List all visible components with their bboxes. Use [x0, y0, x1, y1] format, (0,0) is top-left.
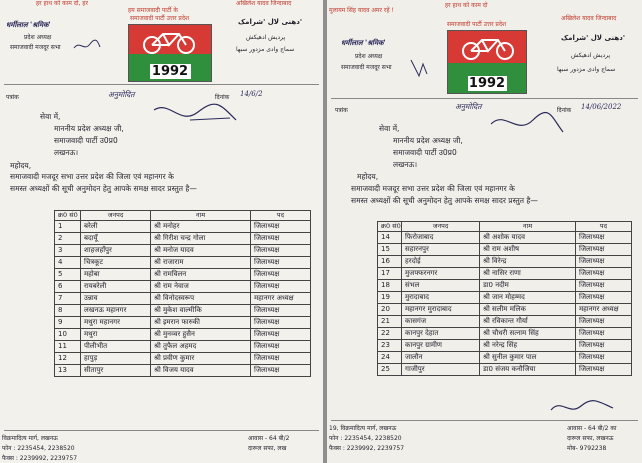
table-row: [378, 268, 632, 280]
addressee-line-4: लखनऊ।: [54, 148, 79, 157]
cell-serial: 20: [378, 304, 402, 316]
cell-post: जिलाध्यक्ष: [251, 257, 311, 269]
party-logo: [447, 30, 527, 94]
cell-name: श्री मुकेश वाल्मीकि: [151, 305, 251, 317]
cell-post: जिलाध्यक्ष: [576, 232, 632, 244]
cell-post: जिलाध्यक्ष: [251, 245, 311, 257]
date-handwritten: 14/06/2022: [581, 103, 622, 111]
cell-serial: 25: [378, 364, 402, 376]
cell-name: श्री नासिर राणा: [480, 268, 576, 280]
table-row: [378, 340, 632, 352]
cell-district: रायबरेली: [81, 281, 151, 293]
cell-post: जिलाध्यक्ष: [576, 268, 632, 280]
table-header-row: [55, 211, 311, 221]
handwritten-approval: अनुमोदित: [455, 102, 482, 111]
cell-name: श्री राजाराम: [151, 257, 251, 269]
table-row: [378, 352, 632, 364]
cell-name: श्री गिरीश चन्द्र गोला: [151, 233, 251, 245]
cell-name: श्री जान मोहम्मद: [480, 292, 576, 304]
cell-post: जिलाध्यक्ष: [576, 340, 632, 352]
logo-year: 1992: [468, 76, 506, 91]
header-center: समाजवादी पार्टी उत्तर प्रदेश: [447, 21, 507, 28]
cell-serial: 18: [378, 280, 402, 292]
addressee-line-3: समाजवादी पार्टी उ0प्र0: [54, 136, 118, 145]
cell-district: गाजीपुर: [402, 364, 480, 376]
body-line-1: समाजवादी मजदूर सभा उत्तर प्रदेश की जिला एवं महानगर के: [10, 172, 174, 181]
header-center: समाजवादी पार्टी उत्तर प्रदेश: [130, 15, 190, 22]
top-slogan-center: हर हाथ को काम दो: [445, 2, 488, 9]
col-header-district: जनपद: [402, 222, 480, 232]
approval-signature-icon: [150, 100, 240, 130]
footer-phone: फोन : 2235454, 2238520: [2, 445, 75, 452]
cell-serial: 19: [378, 292, 402, 304]
cell-post: जिलाध्यक्ष: [576, 244, 632, 256]
footer-mobile: मोब- 9792238: [567, 445, 607, 452]
table-row: [55, 233, 311, 245]
addressee-line-1: सेवा में,: [379, 124, 400, 133]
cell-name: श्री तुफैल अहमद: [151, 341, 251, 353]
table-row: [378, 304, 632, 316]
footer-residence: आवास - 64 बी/2 का: [567, 425, 617, 432]
cell-district: पीलीभीत: [81, 341, 151, 353]
header-signature-icon: [72, 38, 102, 52]
addressee-line-2: माननीय प्रदेश अध्यक्ष जी,: [54, 124, 124, 133]
district-president-table: [377, 221, 632, 376]
date-label: दिनांक: [215, 94, 230, 101]
cell-district: सीतापुर: [81, 365, 151, 377]
col-header-serial: क्र0 सं0: [55, 211, 81, 221]
footer-divider: [4, 430, 319, 431]
cell-name: श्री प्रवीण कुमार: [151, 353, 251, 365]
footer-phone: फोन : 2235454, 2238520: [329, 435, 402, 442]
cell-name: डा0 नदीम: [480, 280, 576, 292]
approval-signature-icon: [487, 110, 567, 140]
cell-serial: 5: [55, 269, 81, 281]
table-row: [55, 257, 311, 269]
president-title: प्रदेश अध्यक्ष: [24, 34, 52, 41]
org-name: समाजवादी मजदूर सभा: [341, 64, 392, 71]
table-row: [378, 292, 632, 304]
cell-serial: 22: [378, 328, 402, 340]
table-row: [55, 317, 311, 329]
cell-serial: 7: [55, 293, 81, 305]
cell-serial: 3: [55, 245, 81, 257]
cell-district: मुरादाबाद: [402, 292, 480, 304]
table-row: [55, 245, 311, 257]
cell-post: जिलाध्यक्ष: [251, 269, 311, 281]
table-row: [378, 244, 632, 256]
cell-district: संभल: [402, 280, 480, 292]
cell-serial: 6: [55, 281, 81, 293]
cell-serial: 15: [378, 244, 402, 256]
top-slogan-left: हर हाथ को काम दो, हर: [36, 0, 88, 7]
bicycle-icon: [141, 29, 197, 55]
salutation: महोदय,: [10, 161, 32, 170]
ref-label: पत्रांक: [335, 107, 348, 114]
cell-name: श्री मुनव्वर हुसैन: [151, 329, 251, 341]
cell-post: जिलाध्यक्ष: [251, 281, 311, 293]
table-body: [378, 232, 632, 376]
cell-name: श्री मनोहर: [151, 221, 251, 233]
letter-page-right: [327, 0, 642, 463]
table-row: [55, 293, 311, 305]
footer-fax: फैक्स : 2239992, 2239757: [2, 455, 78, 462]
closing-signature-icon: [547, 396, 617, 418]
table-row: [55, 341, 311, 353]
urdu-title: پردیش ادھیکش: [246, 34, 286, 41]
cell-district: चित्रकूट: [81, 257, 151, 269]
urdu-name: دھنی لال 'شرامک': [561, 34, 625, 42]
footer-address: 19, विक्रमादित्य मार्ग, लखनऊ: [329, 425, 397, 432]
cell-post: जिलाध्यक्ष: [251, 329, 311, 341]
cell-serial: 2: [55, 233, 81, 245]
cell-name: श्री विजय यादव: [151, 365, 251, 377]
urdu-org: سماج وادی مزدور سبھا: [557, 66, 616, 73]
date-handwritten: 14/6/2: [240, 90, 263, 98]
salutation: महोदय,: [357, 172, 379, 181]
cell-serial: 12: [55, 353, 81, 365]
cell-district: लखनऊ महानगर: [81, 305, 151, 317]
cell-name: श्री रामविलन: [151, 269, 251, 281]
district-president-table: [54, 210, 311, 377]
cell-serial: 4: [55, 257, 81, 269]
cell-name: श्री रविकान्त गौर्या: [480, 316, 576, 328]
cell-name: श्री चौधरी सत्नाम सिंह: [480, 328, 576, 340]
table-row: [378, 316, 632, 328]
cell-district: जालौन: [402, 352, 480, 364]
col-header-post: पद: [576, 222, 632, 232]
table-row: [378, 256, 632, 268]
table-row: [55, 269, 311, 281]
cell-post: जिलाध्यक्ष: [576, 328, 632, 340]
cell-district: कानपुर देहात: [402, 328, 480, 340]
cell-serial: 24: [378, 352, 402, 364]
cell-serial: 21: [378, 316, 402, 328]
cell-name: श्री विरेन्द्र: [480, 256, 576, 268]
addressee-line-1: सेवा में,: [40, 112, 61, 121]
cell-post: जिलाध्यक्ष: [576, 316, 632, 328]
cell-district: हापुड़: [81, 353, 151, 365]
cell-post: जिलाध्यक्ष: [251, 305, 311, 317]
logo-year: 1992: [150, 64, 191, 79]
col-header-post: पद: [251, 211, 311, 221]
table-row: [55, 365, 311, 377]
footer-residence: आवास - 64 बी/2: [248, 435, 290, 442]
cell-serial: 10: [55, 329, 81, 341]
org-name: समाजवादी मजदूर सभा: [10, 44, 61, 51]
cell-district: हरदोई: [402, 256, 480, 268]
footer-divider: [331, 420, 638, 421]
table-row: [378, 232, 632, 244]
cell-name: श्री इमरान फारुकी: [151, 317, 251, 329]
cell-post: महानगर अध्यक्ष: [251, 293, 311, 305]
president-name: धर्मीलाल 'श्रमिक': [341, 38, 386, 47]
addressee-line-3: समाजवादी पार्टी उ0प्र0: [393, 148, 457, 157]
table-row: [55, 353, 311, 365]
urdu-name: دھنی لال 'شرامک': [238, 18, 302, 26]
cell-name: श्री राम नेवाज: [151, 281, 251, 293]
bicycle-icon: [460, 35, 516, 61]
cell-name: श्री नरेन्द्र सिंह: [480, 340, 576, 352]
cell-post: जिलाध्यक्ष: [251, 365, 311, 377]
cell-post: जिलाध्यक्ष: [576, 292, 632, 304]
cell-serial: 11: [55, 341, 81, 353]
cell-serial: 9: [55, 317, 81, 329]
cell-district: महोबा: [81, 269, 151, 281]
top-slogan-right: अखिलेश यादव जिन्दाबाद: [561, 15, 617, 22]
top-slogan-left: मुलायम सिंह यादव अमर रहें !: [329, 7, 394, 14]
top-slogan-center: हम समाजवादी पार्टी के: [128, 7, 178, 14]
cell-district: मथुरा: [81, 329, 151, 341]
addressee-line-2: माननीय प्रदेश अध्यक्ष जी,: [393, 136, 463, 145]
cell-district: कासगंज: [402, 316, 480, 328]
body-line-2: समस्त अध्यक्षों की सूची अनुमोदन हेतु आपके समक्ष सादर प्रस्तुत है—: [10, 184, 197, 193]
table-row: [55, 329, 311, 341]
cell-name: श्री मनोज यादव: [151, 245, 251, 257]
cell-post: जिलाध्यक्ष: [576, 364, 632, 376]
party-logo: [128, 24, 212, 82]
cell-district: फिरोजाबाद: [402, 232, 480, 244]
cell-post: जिलाध्यक्ष: [251, 341, 311, 353]
cell-name: श्री सलीम मलिक: [480, 304, 576, 316]
col-header-serial: क्र0 सं0: [378, 222, 402, 232]
cell-serial: 23: [378, 340, 402, 352]
cell-serial: 8: [55, 305, 81, 317]
cell-district: शाहजहाँपुर: [81, 245, 151, 257]
cell-district: बदायूँ: [81, 233, 151, 245]
cell-district: सहारनपुर: [402, 244, 480, 256]
cell-district: उन्नाव: [81, 293, 151, 305]
president-name: धर्मीलाल 'श्रमिक': [6, 20, 51, 29]
top-slogan-right: अखिलेश यादव जिन्दाबाद: [236, 0, 292, 7]
cell-serial: 13: [55, 365, 81, 377]
cell-serial: 1: [55, 221, 81, 233]
cell-post: जिलाध्यक्ष: [576, 352, 632, 364]
table-header-row: [378, 222, 632, 232]
cell-post: जिलाध्यक्ष: [576, 280, 632, 292]
body-line-1: समाजवादी मजदूर सभा उत्तर प्रदेश की जिला एवं महानगर के: [351, 184, 515, 193]
cell-serial: 14: [378, 232, 402, 244]
body-line-2: समस्त अध्यक्षों की सूची अनुमोदन हेतु आपके समक्ष सादर प्रस्तुत है—: [351, 196, 538, 205]
cell-name: श्री अशोक यादव: [480, 232, 576, 244]
date-label: दिनांक: [557, 107, 572, 114]
table-row: [55, 281, 311, 293]
table-row: [378, 328, 632, 340]
cell-post: जिलाध्यक्ष: [251, 233, 311, 245]
president-title: प्रदेश अध्यक्ष: [355, 53, 383, 60]
cell-name: श्री राम अशीष: [480, 244, 576, 256]
cell-name: श्री विनोदस्वरूप: [151, 293, 251, 305]
cell-serial: 16: [378, 256, 402, 268]
cell-district: महानगर मुरादाबाद: [402, 304, 480, 316]
footer-address: विक्रमादित्य मार्ग, लखनऊ: [2, 435, 58, 442]
header-divider: [4, 84, 319, 85]
table-row: [378, 280, 632, 292]
cell-post: महानगर अध्यक्ष: [576, 304, 632, 316]
col-header-name: नाम: [480, 222, 576, 232]
footer-office: दारूल सफा, लख: [248, 445, 287, 452]
header-signature-icon: [407, 58, 431, 80]
footer-office: दारूल सफा, लखनऊ: [567, 435, 614, 442]
table-row: [55, 305, 311, 317]
header-divider: [331, 98, 638, 99]
ref-label: पत्रांक: [6, 94, 19, 101]
cell-district: बरेली: [81, 221, 151, 233]
table-body: [55, 221, 311, 377]
handwritten-approval: अनुमोदित: [108, 90, 135, 99]
cell-district: कानपुर ग्रामीण: [402, 340, 480, 352]
table-row: [55, 221, 311, 233]
cell-name: श्री सुनील कुमार पाल: [480, 352, 576, 364]
cell-post: जिलाध्यक्ष: [576, 256, 632, 268]
footer-fax: फैक्स : 2239992, 2239757: [329, 445, 405, 452]
cell-district: मुजफ्फरनगर: [402, 268, 480, 280]
urdu-title: پردیش ادھیکش: [571, 52, 611, 59]
table-row: [378, 364, 632, 376]
cell-post: जिलाध्यक्ष: [251, 221, 311, 233]
cell-post: जिलाध्यक्ष: [251, 317, 311, 329]
col-header-district: जनपद: [81, 211, 151, 221]
urdu-org: سماج وادی مزدور سبھا: [236, 46, 295, 53]
addressee-line-4: लखनऊ।: [393, 160, 418, 169]
cell-district: मथुरा महानगर: [81, 317, 151, 329]
col-header-name: नाम: [151, 211, 251, 221]
cell-post: जिलाध्यक्ष: [251, 353, 311, 365]
cell-name: डा0 संजय कनौजिया: [480, 364, 576, 376]
cell-serial: 17: [378, 268, 402, 280]
